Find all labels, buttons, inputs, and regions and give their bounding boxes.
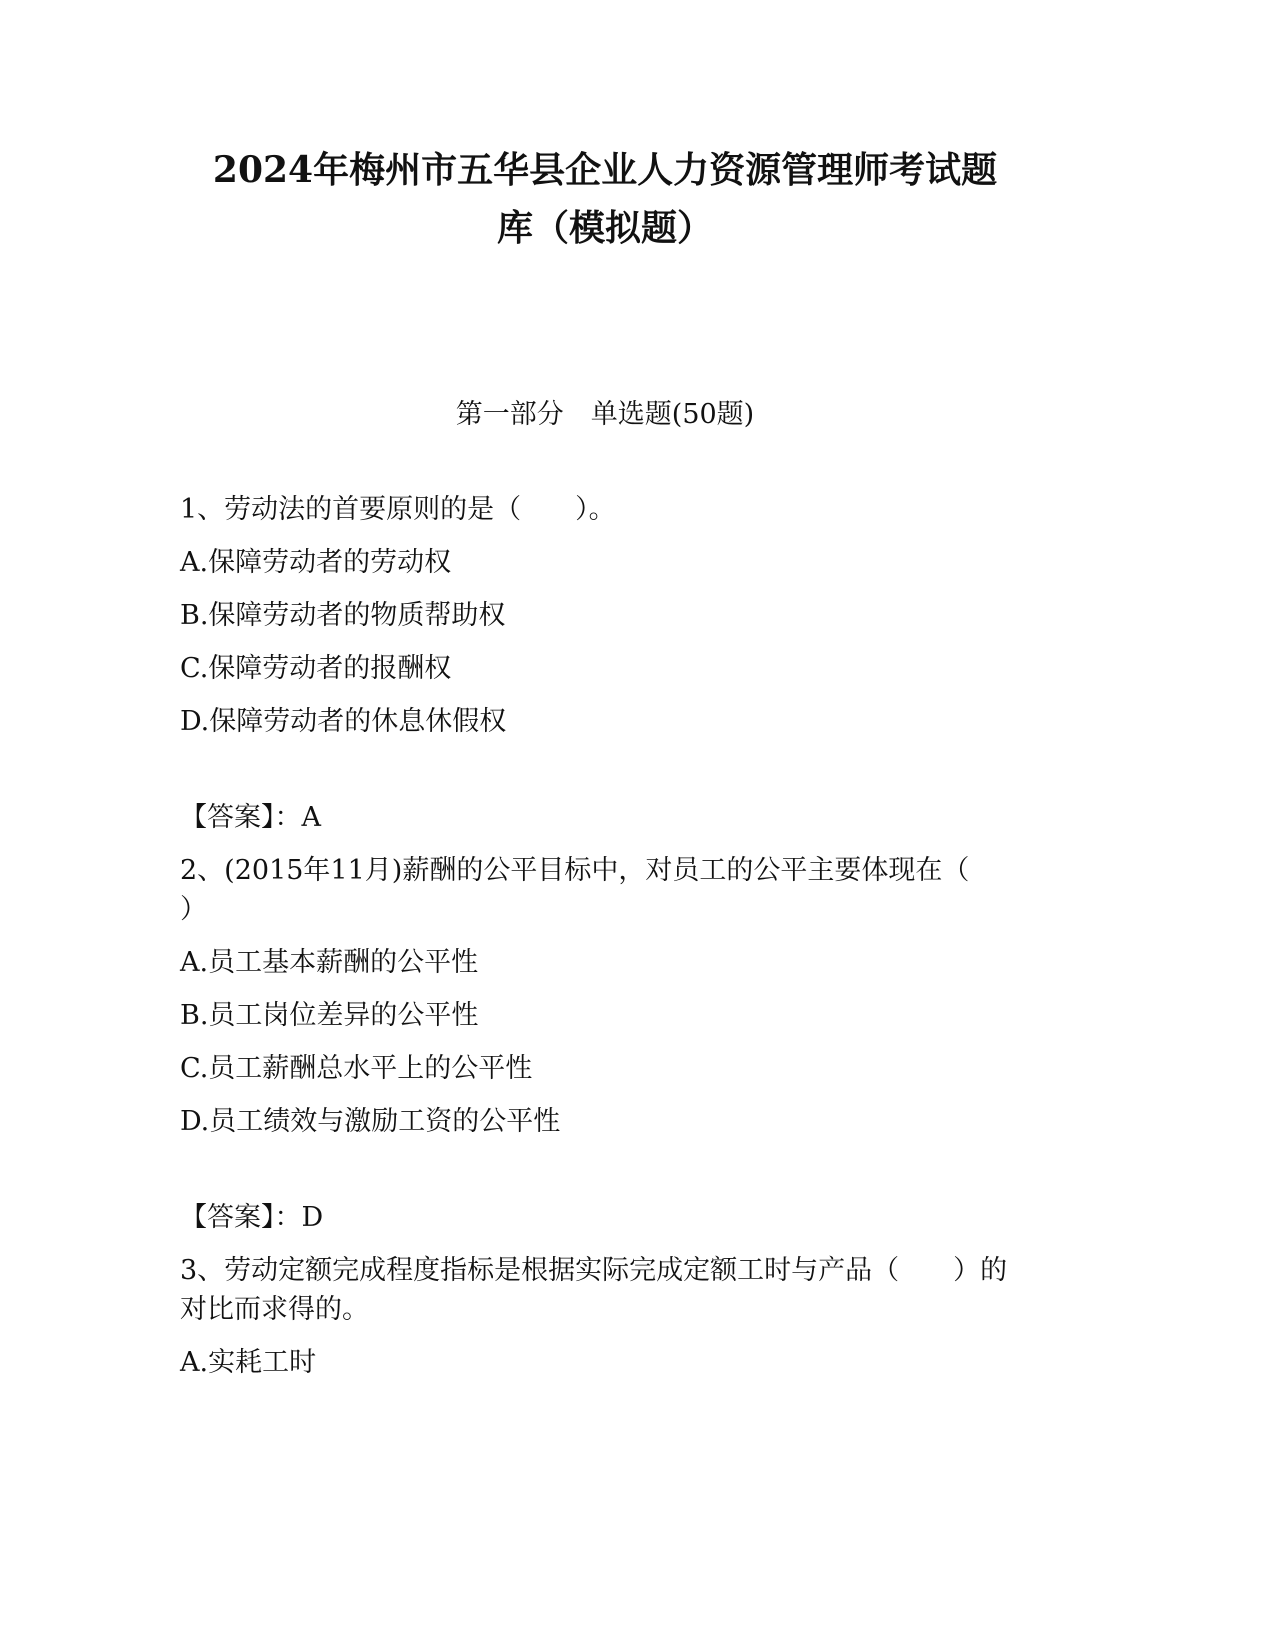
question-list [180, 490, 1040, 1389]
option-d: D.员工绩效与激励工资的公平性 [180, 1106, 561, 1137]
question-text [180, 1251, 1040, 1329]
question-text-line: 对比而求得的。 [180, 1294, 369, 1325]
option-c: C.保障劳动者的报酬权 [180, 653, 452, 684]
question-text-line: 3、劳动定额完成程度指标是根据实际完成定额工时与产品（ ）的 [180, 1255, 1008, 1286]
question-1 [180, 490, 1040, 844]
option-a: A.员工基本薪酬的公平性 [180, 947, 479, 978]
option-d: D.保障劳动者的休息休假权 [180, 706, 507, 737]
section-heading: 第一部分 单选题(50题) [455, 399, 755, 430]
option-b: B.员工岗位差异的公平性 [180, 1000, 479, 1031]
title-line-2: 库（模拟题） [496, 207, 713, 249]
document-title [100, 141, 1110, 257]
question-text-line: 1、劳动法的首要原则的是（ ）。 [180, 494, 616, 525]
option-a: A.保障劳动者的劳动权 [180, 547, 452, 578]
answer: 【答案】：A [180, 802, 321, 833]
question-3 [180, 1251, 1040, 1389]
question-text [180, 851, 1040, 929]
question-text [180, 490, 1040, 529]
title-line-1: 2024年梅州市五华县企业人力资源管理师考试题 [212, 149, 998, 191]
question-2 [180, 851, 1040, 1244]
option-a: A.实耗工时 [180, 1347, 317, 1378]
option-c: C.员工薪酬总水平上的公平性 [180, 1053, 533, 1084]
question-text-line: 2、(2015年11月)薪酬的公平目标中，对员工的公平主要体现在（ [180, 855, 970, 886]
question-text-line: ） [180, 894, 207, 925]
option-b: B.保障劳动者的物质帮助权 [180, 600, 506, 631]
answer: 【答案】：D [180, 1202, 324, 1233]
